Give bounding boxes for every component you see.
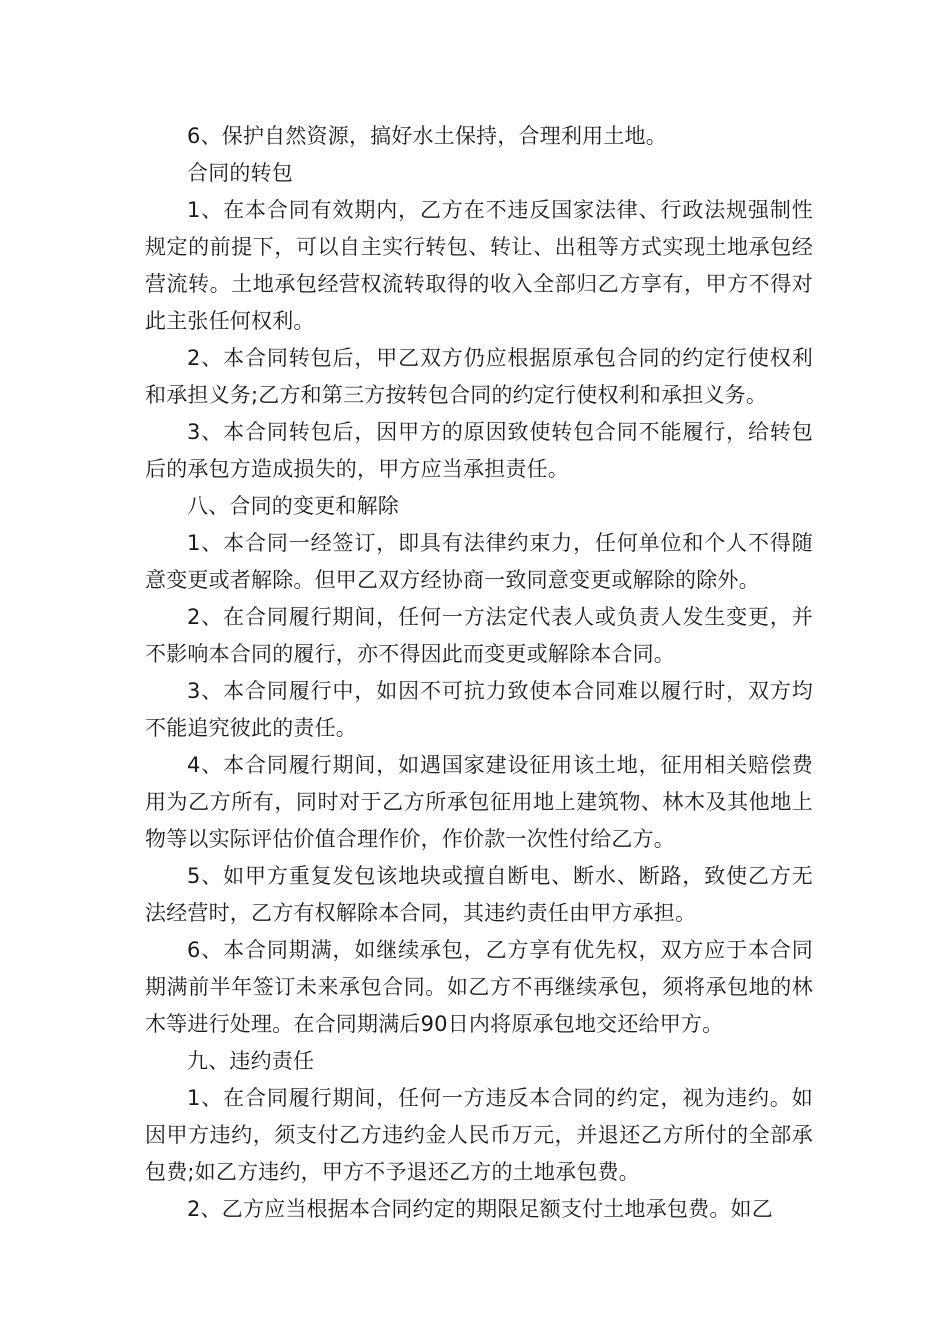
paragraph: 3、本合同转包后，因甲方的原因致使转包合同不能履行，给转包后的承包方造成损失的，甲方应当承担责任。 xyxy=(145,420,813,481)
section-heading: 合同的转包 xyxy=(187,161,293,185)
section-heading: 九、违约责任 xyxy=(187,1049,315,1073)
paragraph: 3、本合同履行中，如因不可抗力致使本合同难以履行时，双方均不能追究彼此的责任。 xyxy=(145,679,813,740)
paragraph: 1、在本合同有效期内，乙方在不违反国家法律、行政法规强制性规定的前提下，可以自主实行转包、转让、出租等方式实现土地承包经营流转。土地承包经营权流转取得的收入全部归乙方享有，甲方不得对此主张任何权利。 xyxy=(145,198,813,333)
paragraph: 2、在合同履行期间，任何一方法定代表人或负责人发生变更，并不影响本合同的履行，亦不得因此而变更或解除本合同。 xyxy=(145,605,813,666)
section-heading: 八、合同的变更和解除 xyxy=(187,494,399,518)
paragraph: 5、如甲方重复发包该地块或擅自断电、断水、断路，致使乙方无法经营时，乙方有权解除本合同，其违约责任由甲方承担。 xyxy=(145,864,813,925)
paragraph: 2、乙方应当根据本合同约定的期限足额支付土地承包费。如乙 xyxy=(187,1197,773,1221)
paragraph: 4、本合同履行期间，如遇国家建设征用该土地，征用相关赔偿费用为乙方所有，同时对于乙方所承包征用地上建筑物、林木及其他地上物等以实际评估价值合理作价，作价款一次性付给乙方。 xyxy=(145,753,813,851)
paragraph: 6、本合同期满，如继续承包，乙方享有优先权，双方应于本合同期满前半年签订未来承包合同。如乙方不再继续承包，须将承包地的林木等进行处理。在合同期满后90日内将原承包地交还给甲方。 xyxy=(145,938,813,1036)
paragraph: 6、保护自然资源，搞好水土保持，合理利用土地。 xyxy=(187,124,667,148)
paragraph: 1、本合同一经签订，即具有法律约束力，任何单位和个人不得随意变更或者解除。但甲乙双方经协商一致同意变更或解除的除外。 xyxy=(145,531,813,592)
paragraph: 2、本合同转包后，甲乙双方仍应根据原承包合同的约定行使权利和承担义务;乙方和第三方按转包合同的约定行使权利和承担义务。 xyxy=(145,346,813,407)
document-body xyxy=(145,118,813,1228)
paragraph: 1、在合同履行期间，任何一方违反本合同的约定，视为违约。如因甲方违约，须支付乙方违约金人民币万元，并退还乙方所付的全部承包费;如乙方违约，甲方不予退还乙方的土地承包费。 xyxy=(145,1086,813,1184)
